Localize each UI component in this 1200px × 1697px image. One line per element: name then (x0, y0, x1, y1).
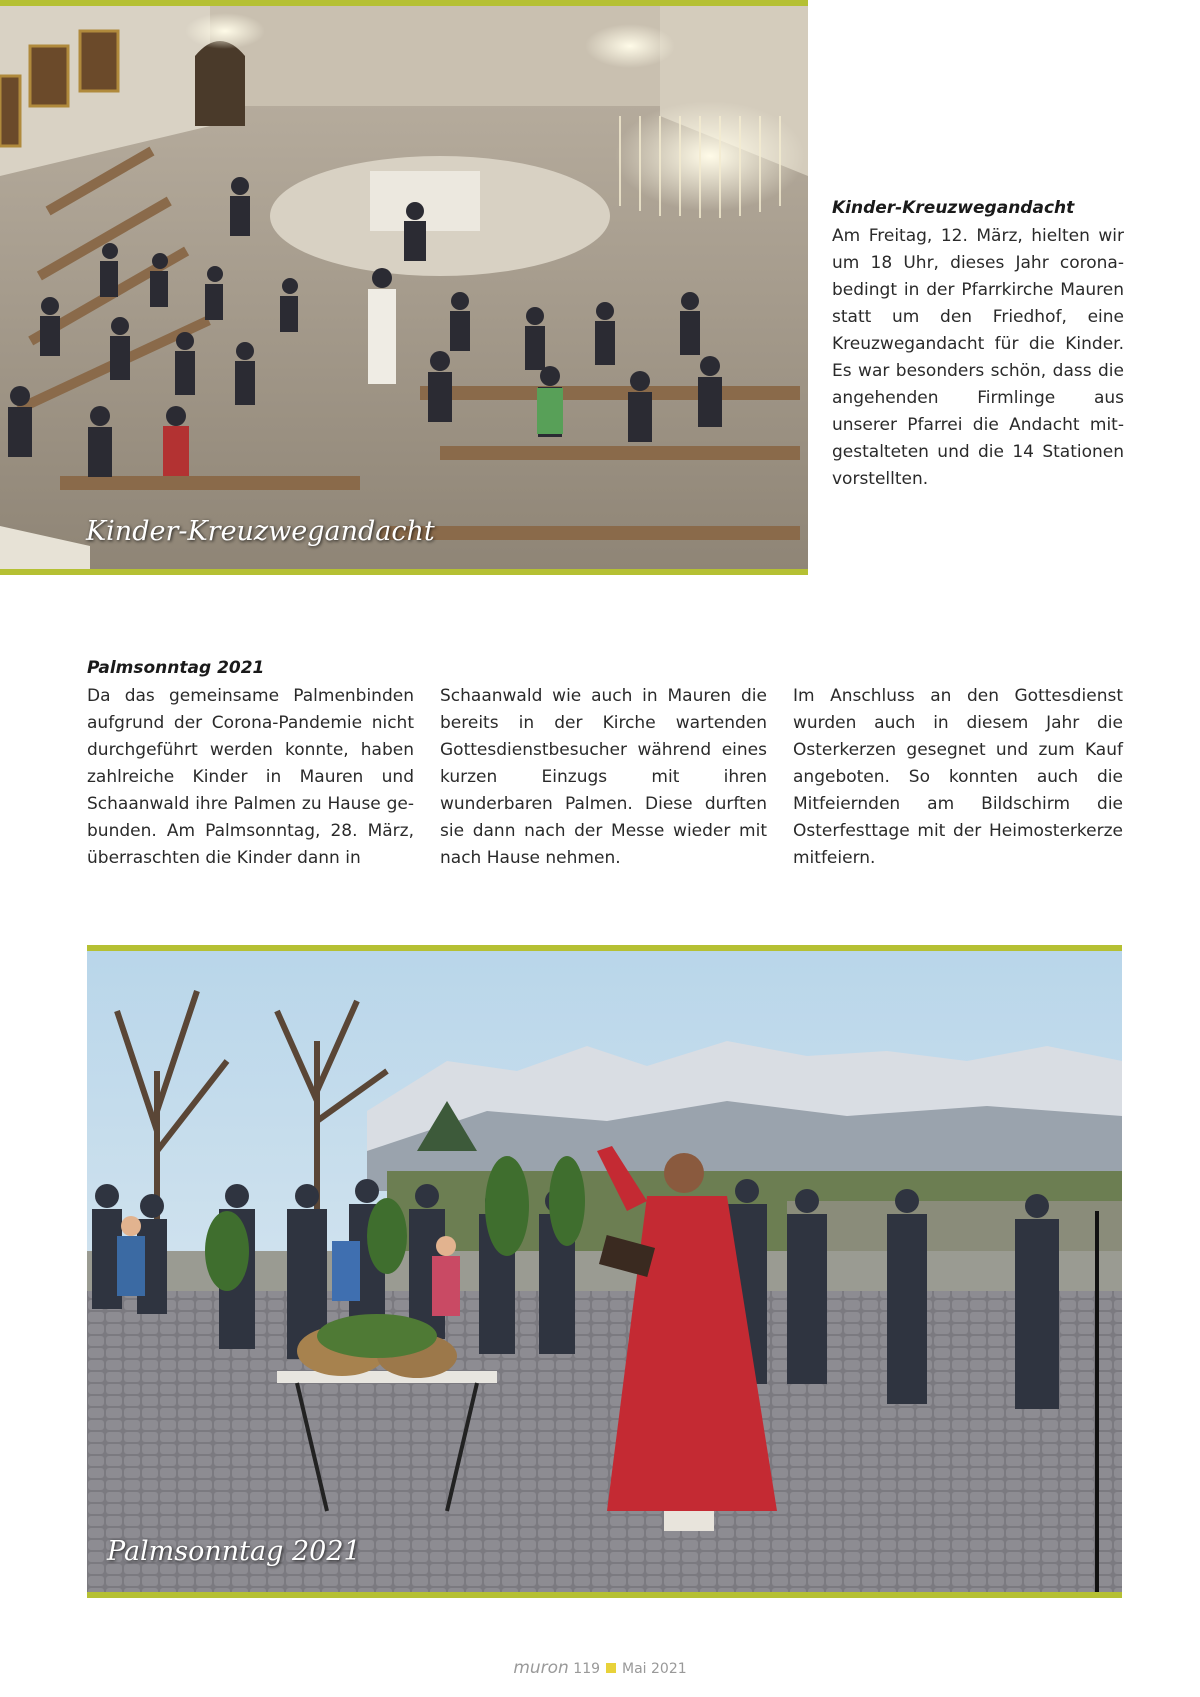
footer-date: Mai 2021 (622, 1661, 687, 1677)
article-column-2: Schaanwald wie auch in Mauren die bereits in der Kirche wartenden Gottesdienstbesucher während eines kurzen Einzugs mit ihren wunderbaren Palmen. Diese durften sie dann nach der Messe wieder mit nach Hause nehmen. (440, 686, 767, 868)
palm-sunday-illustration (87, 951, 1122, 1592)
article-column-3: Im Anschluss an den Gottesdienst wurden auch in diesem Jahr die Osterkerzen gesegnet und zum Kauf angeboten. So konnten auch die Mitfeiernden am Bildschirm die Osterfesttage mit der Heimosterkerze mitfeiern. (793, 686, 1123, 868)
footer-square-icon (606, 1663, 616, 1673)
article-title-palmsonntag: Palmsonntag 2021 (87, 658, 265, 678)
photo-palmsonntag (87, 945, 1122, 1598)
page-footer (0, 1658, 1200, 1678)
footer-brand: muron (513, 1658, 569, 1678)
church-interior-illustration (0, 6, 808, 569)
article-column-1: Da das gemeinsame Palmenbinden aufgrund der Corona-Pandemie nicht durchgeführt werden konnte, haben zahlreiche Kinder in Mauren und Schaanwald ihre Palmen zu Hause gebunden. Am Palmsonntag, 28. März, überraschten die Kinder dann in (87, 686, 414, 868)
photo-caption-palmsonntag: Palmsonntag 2021 (107, 1536, 361, 1567)
article-title-kreuzwegandacht: Kinder-Kreuzwegandacht (832, 198, 1075, 218)
photo-caption-kreuzwegandacht: Kinder-Kreuzwegandacht (86, 516, 435, 547)
article-body-kreuzwegandacht: Am Freitag, 12. März, hielten wir um 18 Uhr, dieses Jahr coronabedingt in der Pfarrkirche Mauren statt um den Friedhof, eine Kreuzwegandacht für die Kinder. Es war besonders schön, dass die angehenden Firmlinge aus unserer Pfarrei die Andacht mitgestalteten und die 14 Stationen vorstellten. (832, 226, 1124, 489)
photo-kreuzwegandacht (0, 0, 808, 575)
footer-issue-number: 119 (573, 1661, 601, 1677)
